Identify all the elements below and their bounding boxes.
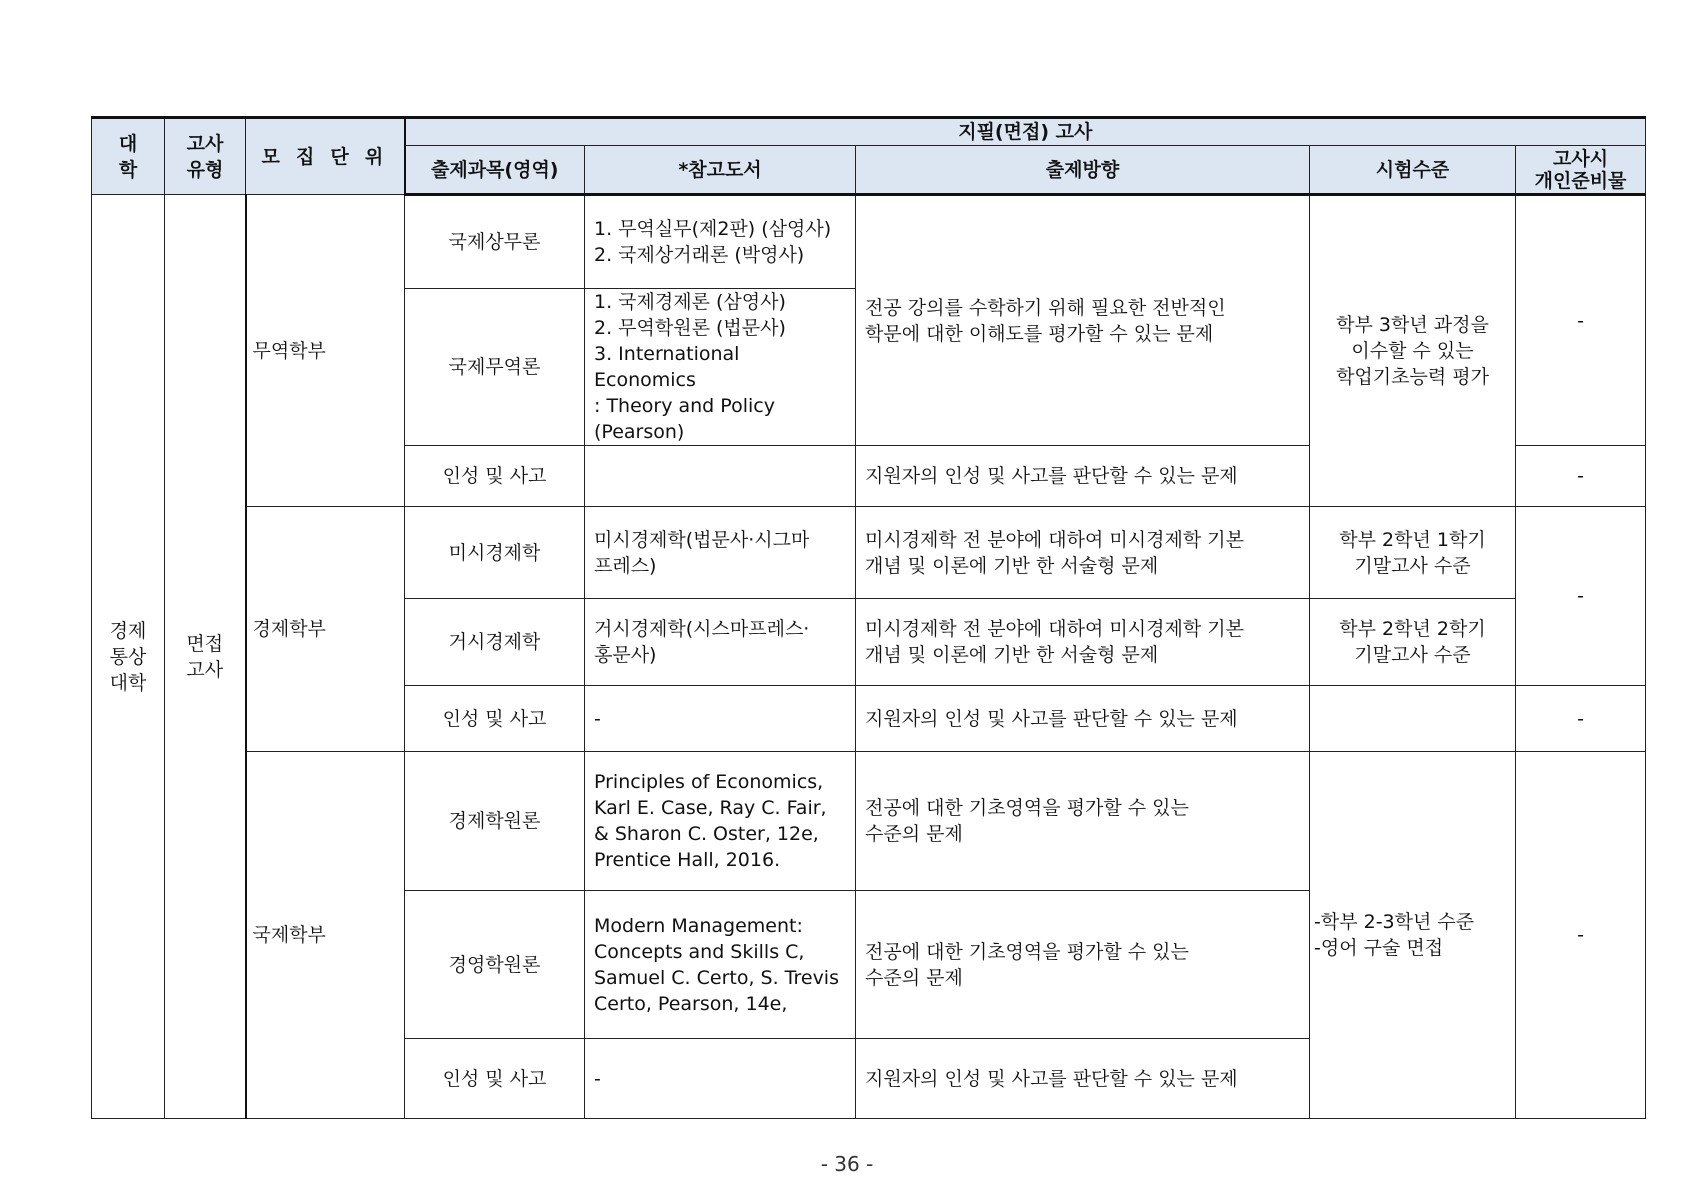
table-row [92, 195, 1646, 289]
subject-cell: 인성 및 사고 [405, 686, 585, 752]
level-cell [1310, 686, 1516, 752]
direction-cell: 지원자의 인성 및 사고를 판단할 수 있는 문제 [856, 446, 1310, 507]
header-university: 대 학 [92, 118, 165, 195]
reference-cell: 1. 무역실무(제2판) (삼영사) 2. 국제상거래론 (박영사) [585, 195, 856, 289]
header-direction: 출제방향 [856, 146, 1310, 195]
direction-cell: 전공에 대한 기초영역을 평가할 수 있는 수준의 문제 [856, 891, 1310, 1039]
recruit-unit-cell: 경제학부 [246, 507, 405, 752]
reference-cell: 1. 국제경제론 (삼영사) 2. 무역학원론 (법문사) 3. International Economics : Theory and Policy (Pearson) [585, 289, 856, 446]
subject-cell: 경제학원론 [405, 752, 585, 891]
prep-cell: - [1516, 446, 1646, 507]
table-row [92, 752, 1646, 891]
header-level: 시험수준 [1310, 146, 1516, 195]
reference-cell [585, 446, 856, 507]
header-subject: 출제과목(영역) [405, 146, 585, 195]
table-row [92, 507, 1646, 599]
subject-cell: 인성 및 사고 [405, 446, 585, 507]
recruit-unit-cell: 국제학부 [246, 752, 405, 1119]
exam-type-cell: 면접 고사 [165, 195, 246, 1119]
reference-cell: - [585, 686, 856, 752]
recruit-unit-cell: 무역학부 [246, 195, 405, 507]
direction-cell: 전공에 대한 기초영역을 평가할 수 있는 수준의 문제 [856, 752, 1310, 891]
subject-cell: 인성 및 사고 [405, 1039, 585, 1119]
reference-cell: 미시경제학(법문사·시그마 프레스) [585, 507, 856, 599]
prep-cell: - [1516, 195, 1646, 446]
direction-cell: 전공 강의를 수학하기 위해 필요한 전반적인 학문에 대한 이해도를 평가할 수 있는 문제 [856, 195, 1310, 446]
subject-cell: 거시경제학 [405, 599, 585, 686]
prep-cell: - [1516, 507, 1646, 686]
direction-cell: 미시경제학 전 분야에 대하여 미시경제학 기본 개념 및 이론에 기반 한 서술형 문제 [856, 507, 1310, 599]
subject-cell: 경영학원론 [405, 891, 585, 1039]
header-reference: *참고도서 [585, 146, 856, 195]
level-cell: 학부 3학년 과정을 이수할 수 있는 학업기초능력 평가 [1310, 195, 1516, 507]
direction-cell: 미시경제학 전 분야에 대하여 미시경제학 기본 개념 및 이론에 기반 한 서술형 문제 [856, 599, 1310, 686]
prep-cell: - [1516, 752, 1646, 1119]
header-prep: 고사시 개인준비물 [1516, 146, 1646, 195]
college-cell: 경제 통상 대학 [92, 195, 165, 1119]
subject-cell: 국제상무론 [405, 195, 585, 289]
level-cell: 학부 2학년 2학기 기말고사 수준 [1310, 599, 1516, 686]
header-recruit-unit: 모 집 단 위 [246, 118, 405, 195]
header-group: 지필(면접) 고사 [405, 118, 1646, 146]
direction-cell: 지원자의 인성 및 사고를 판단할 수 있는 문제 [856, 686, 1310, 752]
admission-exam-table [91, 116, 1646, 1119]
reference-cell: Principles of Economics, Karl E. Case, Ray C. Fair, & Sharon C. Oster, 12e, Prentice Hall, 2016. [585, 752, 856, 891]
subject-cell: 미시경제학 [405, 507, 585, 599]
subject-cell: 국제무역론 [405, 289, 585, 446]
header-exam-type: 고사 유형 [165, 118, 246, 195]
level-cell: 학부 2학년 1학기 기말고사 수준 [1310, 507, 1516, 599]
level-cell: -학부 2-3학년 수준 -영어 구술 면접 [1310, 752, 1516, 1119]
direction-cell: 지원자의 인성 및 사고를 판단할 수 있는 문제 [856, 1039, 1310, 1119]
reference-cell: 거시경제학(시스마프레스· 홍문사) [585, 599, 856, 686]
reference-cell: - [585, 1039, 856, 1119]
page-number: - 36 - [820, 1152, 874, 1176]
reference-cell: Modern Management: Concepts and Skills C, Samuel C. Certo, S. Trevis Certo, Pearson, 14e, [585, 891, 856, 1039]
prep-cell: - [1516, 686, 1646, 752]
